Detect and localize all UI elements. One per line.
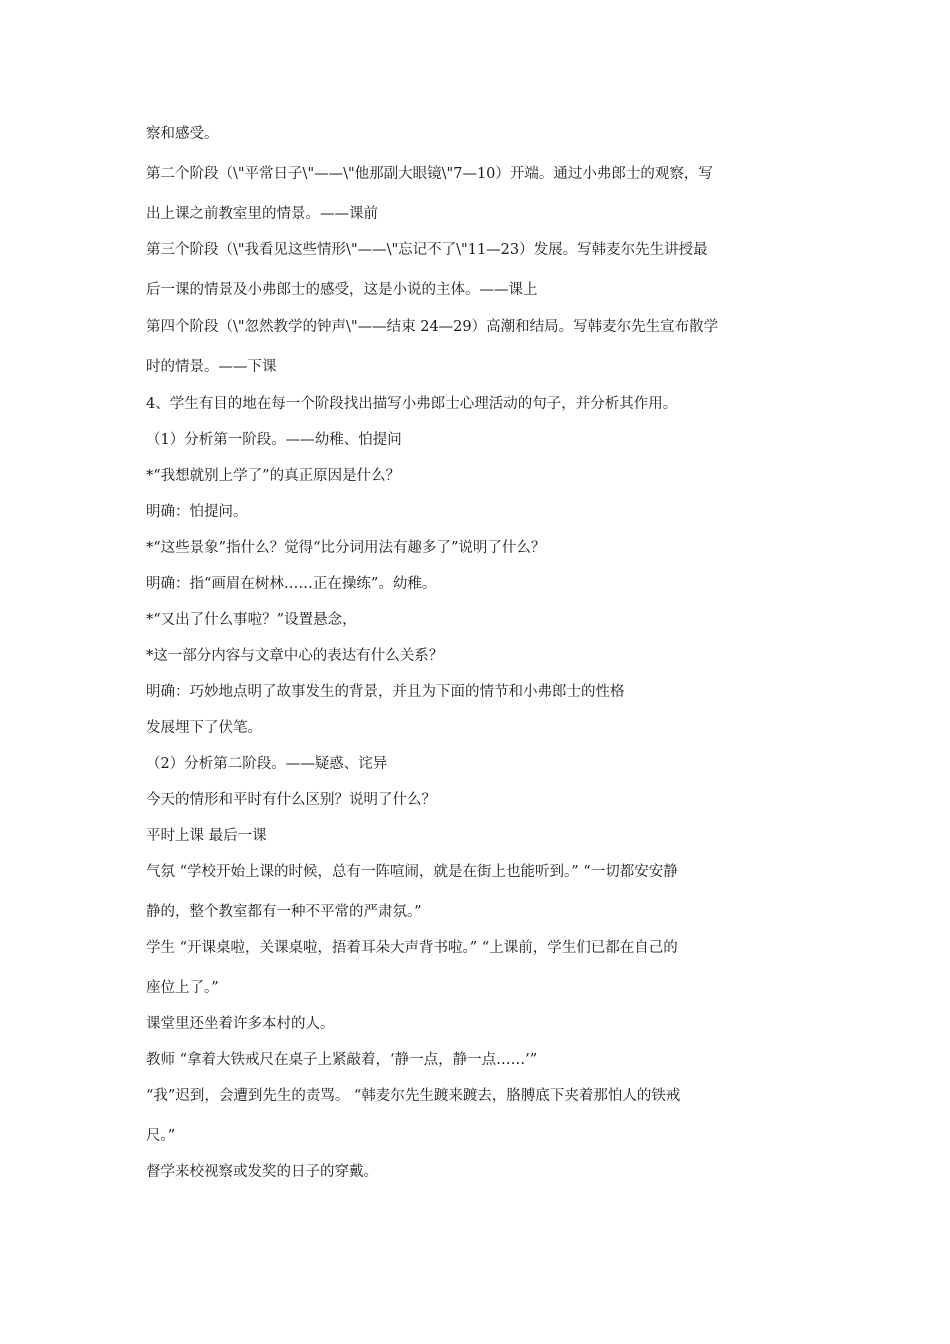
text-line: 出上课之前教室里的情景。——课前 — [146, 206, 378, 222]
text-line: 尺。” — [146, 1128, 176, 1144]
section-heading: （1）分析第一阶段。——幼稚、怕提问 — [146, 432, 402, 448]
question-item: 今天的情形和平时有什么区别？说明了什么？ — [146, 792, 436, 808]
text-line: 课堂里还坐着许多本村的人。 — [146, 1016, 335, 1032]
comparison-row: “我”迟到，会遭到先生的责骂。 “韩麦尔先生踱来踱去，胳膊底下夹着那怕人的铁戒 — [146, 1088, 681, 1104]
text-line: 时的情景。——下课 — [146, 359, 277, 375]
text-line: 察和感受。 — [146, 126, 219, 142]
answer-line: 明确：巧妙地点明了故事发生的背景，并且为下面的情节和小弗郎士的性格 — [146, 684, 625, 700]
section-heading: （2）分析第二阶段。——疑惑、诧异 — [146, 756, 388, 772]
text-line: 第三个阶段（\"我看见这些情形\"——\"忘记不了\"11—23）发展。写韩麦尔先生讲授最 — [146, 242, 708, 258]
comparison-row: 学生 “开课桌啦，关课桌啦，捂着耳朵大声背书啦。” “上课前，学生们已都在自己的 — [146, 940, 678, 956]
text-line: 后一课的情景及小弗郎士的感受，这是小说的主体。——课上 — [146, 282, 538, 298]
text-line: 静的，整个教室都有一种不平常的严肃氛。” — [146, 904, 422, 920]
comparison-row: 教师 “拿着大铁戒尺在桌子上紧敲着，‘静一点，静一点……’” — [146, 1052, 538, 1068]
text-line: 督学来校视察或发奖的日子的穿戴。 — [146, 1164, 378, 1180]
comparison-row: 气氛 “学校开始上课的时候，总有一阵喧闹，就是在街上也能听到。” “一切都安安静 — [146, 864, 678, 880]
question-item: *“我想就别上学了”的真正原因是什么？ — [146, 468, 401, 484]
text-line: 4、学生有目的地在每一个阶段找出描写小弗郎士心理活动的句子，并分析其作用。 — [146, 396, 678, 412]
text-line: 第四个阶段（\"忽然教学的钟声\"——结束 24—29）高潮和结局。写韩麦尔先生宣布散学 — [146, 319, 719, 335]
answer-line: 明确：指“画眉在树林……正在操练”。幼稚。 — [146, 576, 437, 592]
question-item: *这一部分内容与文章中心的表达有什么关系？ — [146, 648, 444, 664]
answer-line: 明确：怕提问。 — [146, 504, 248, 520]
question-item: *“又出了什么事啦？”设置悬念， — [146, 612, 357, 628]
text-line: 第二个阶段（\"平常日子\"——\"他那副大眼镜\"7—10）开端。通过小弗郎士的观察，写 — [146, 166, 713, 182]
text-line: 发展埋下了伏笔。 — [146, 720, 262, 736]
text-line: 座位上了。” — [146, 980, 219, 996]
comparison-header: 平时上课 最后一课 — [146, 828, 267, 844]
question-item: *“这些景象”指什么？觉得“比分词用法有趣多了”说明了什么？ — [146, 540, 546, 556]
